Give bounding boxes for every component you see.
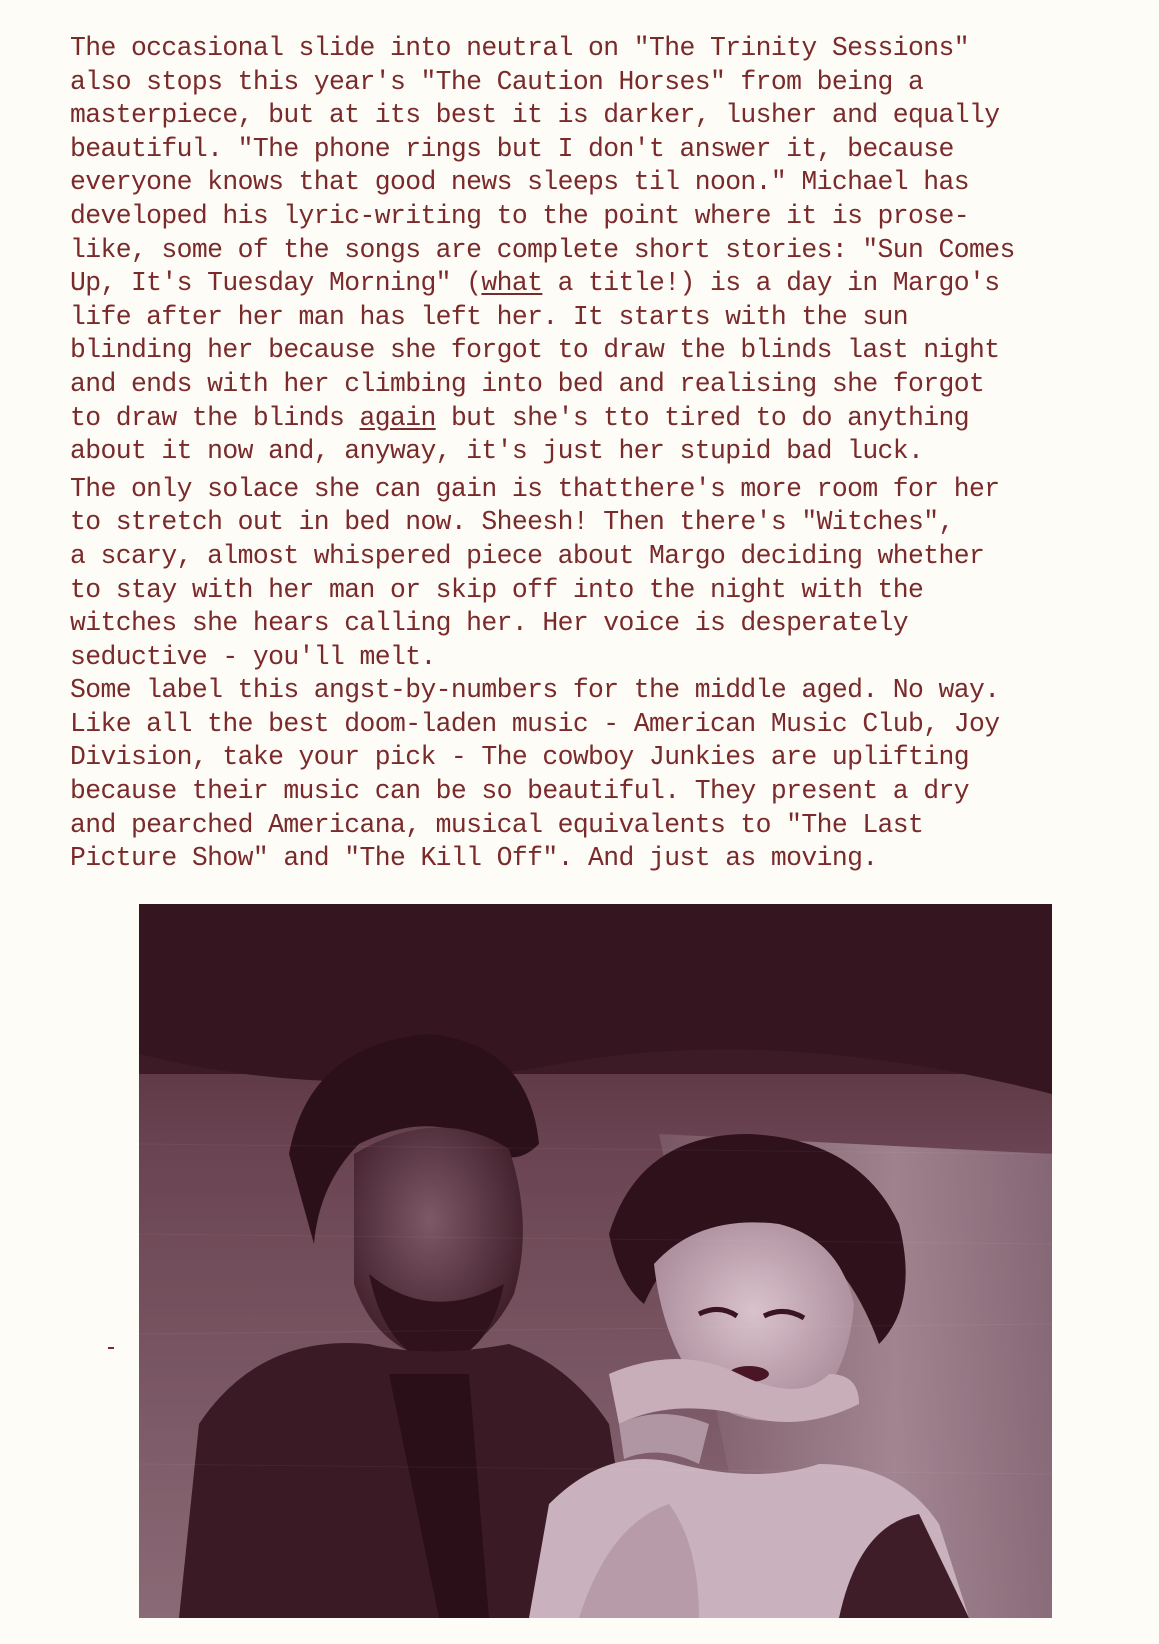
underlined-word: again xyxy=(359,402,436,433)
text-line: Like all the best doom-laden music - American Music Club, Joy xyxy=(70,708,1000,739)
text-segment: a title!) is a day in Margo's xyxy=(542,268,1000,299)
text-line: everyone knows that good news sleeps til noon." Michael has xyxy=(70,167,969,198)
text-line: like, some of the songs are complete short stories: "Sun Comes xyxy=(70,234,1015,265)
text-line: Picture Show" and "The Kill Off". And just as moving. xyxy=(70,843,878,874)
band-photo xyxy=(139,904,1052,1618)
article-text xyxy=(70,32,1110,876)
text-line: The occasional slide into neutral on "The Trinity Sessions" xyxy=(70,33,969,63)
text-line: blinding her because she forgot to draw the blinds last night xyxy=(70,335,1000,366)
text-line: to stretch out in bed now. Sheesh! Then there's "Witches", xyxy=(70,507,954,538)
underlined-word: what xyxy=(481,268,543,299)
text-segment: to draw the blinds xyxy=(70,402,360,433)
band-photo-illustration xyxy=(139,904,1052,1618)
text-line: life after her man has left her. It starts with the sun xyxy=(70,301,909,332)
text-line xyxy=(70,267,1110,301)
text-line: and ends with her climbing into bed and realising she forgot xyxy=(70,368,985,399)
text-segment: but she's tto tired to do anything xyxy=(435,402,969,433)
text-line: Some label this angst-by-numbers for the middle aged. No way. xyxy=(70,675,1000,706)
text-line: masterpiece, but at its best it is darker, lusher and equally xyxy=(70,100,1000,131)
text-line: also stops this year's "The Caution Horses" from being a xyxy=(70,66,924,97)
text-line xyxy=(70,402,1110,436)
text-line: and pearched Americana, musical equivalents to "The Last xyxy=(70,809,924,840)
text-line: developed his lyric-writing to the point where it is prose- xyxy=(70,200,969,231)
text-line: beautiful. "The phone rings but I don't answer it, because xyxy=(70,133,954,164)
text-line: about it now and, anyway, it's just her stupid bad luck. xyxy=(70,436,924,467)
text-line: to stay with her man or skip off into the night with the xyxy=(70,574,924,605)
text-line: The only solace she can gain is thatthere's more room for her xyxy=(70,473,1000,504)
text-line: because their music can be so beautiful. They present a dry xyxy=(70,776,969,807)
text-line: seductive - you'll melt. xyxy=(70,641,436,672)
text-line: a scary, almost whispered piece about Margo deciding whether xyxy=(70,540,985,571)
stray-ink-mark xyxy=(108,1347,114,1349)
text-line: Division, take your pick - The cowboy Junkies are uplifting xyxy=(70,742,969,773)
text-segment: Up, It's Tuesday Morning" ( xyxy=(70,268,482,299)
text-line: witches she hears calling her. Her voice is desperately xyxy=(70,608,909,639)
